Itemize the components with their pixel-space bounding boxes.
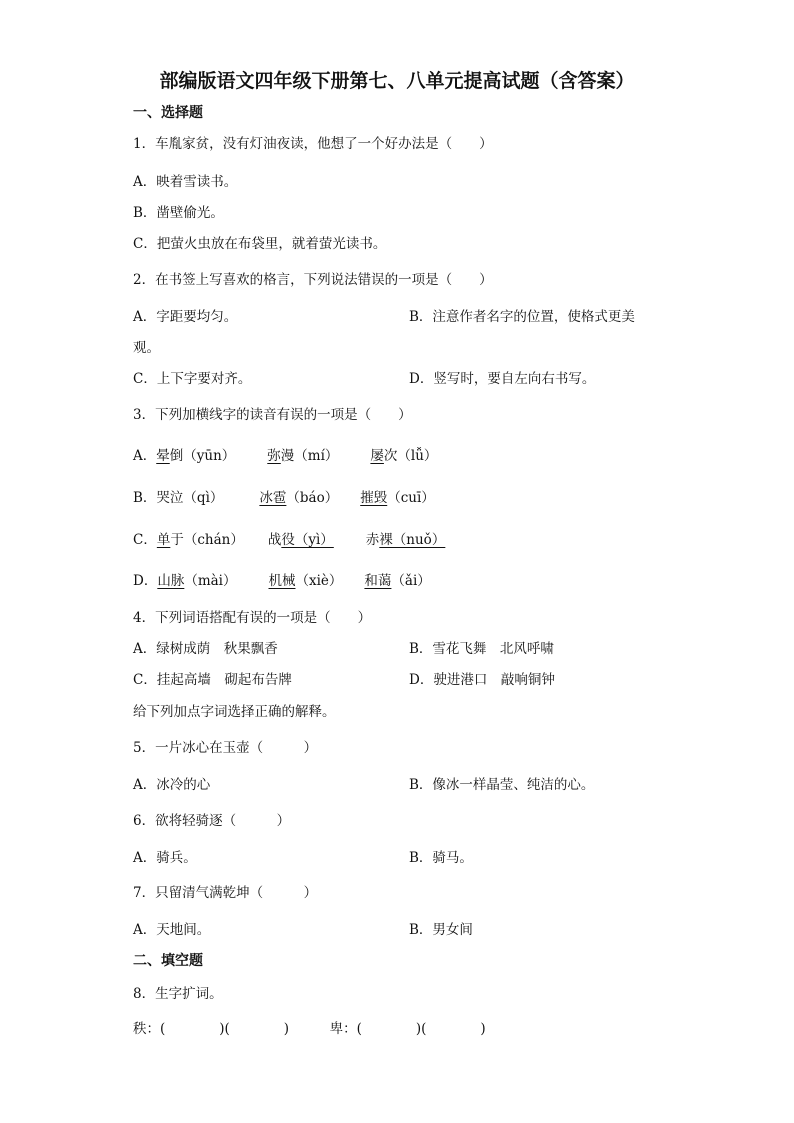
underlined-char: 山脉 <box>157 573 185 589</box>
question-5-option-a: A．冰冷的心 <box>133 777 211 793</box>
question-2-stem: 2．在书签上写喜欢的格言，下列说法错误的一项是（ ） <box>133 272 493 288</box>
question-7-stem: 7．只留清气满乾坤（ ） <box>133 885 318 901</box>
question-4-option-c: C．挂起高墙 砌起布告牌 <box>133 672 292 688</box>
underlined-char: 役（yì） <box>281 532 334 548</box>
question-8-blanks: 秩：( )( ) 卑：( )( ) <box>133 1021 486 1037</box>
question-3-option-a: A．晕倒（yūn） 弥漫（mí） 屡次（lǚ） <box>133 448 438 464</box>
question-2-option-a: A．字距要均匀。 <box>133 309 238 325</box>
question-2-option-c: C．上下字要对齐。 <box>133 371 252 387</box>
section-heading-choice: 一、选择题 <box>133 105 203 121</box>
question-3-stem: 3．下列加横线字的读音有误的一项是（ ） <box>133 407 412 423</box>
question-7-option-a: A．天地间。 <box>133 922 211 938</box>
question-6-option-b: B．骑马。 <box>409 850 473 866</box>
question-2-option-d: D．竖写时，要自左向右书写。 <box>409 371 596 387</box>
underlined-char: 机械 <box>268 573 296 589</box>
question-6-stem: 6．欲将轻骑逐（ ） <box>133 813 291 829</box>
question-4-stem: 4．下列词语搭配有误的一项是（ ） <box>133 610 372 626</box>
document-title: 部编版语文四年级下册第七、八单元提高试题（含答案） <box>159 70 635 92</box>
underlined-char: 晕 <box>156 448 170 464</box>
question-1-option-a: A．映着雪读书。 <box>133 174 238 190</box>
underlined-char: 摧毁 <box>360 490 388 506</box>
question-3-option-d: D．山脉（mài） 机械（xiè） 和蔼（ǎi） <box>133 573 431 589</box>
underlined-char: 屡 <box>370 448 384 464</box>
underlined-char: 冰雹 <box>259 490 287 506</box>
underlined-char: 裸（nuǒ） <box>379 532 446 548</box>
question-5-option-b: B．像冰一样晶莹、纯洁的心。 <box>409 777 595 793</box>
question-4-option-d: D．驶进港口 敲响铜钟 <box>409 672 555 688</box>
question-2-option-b-continued: 观。 <box>133 340 160 356</box>
question-7-option-b: B．男女间 <box>409 922 473 938</box>
question-1-option-b: B．凿壁偷光。 <box>133 205 224 221</box>
question-2-option-b: B．注意作者名字的位置，使格式更美 <box>409 309 635 325</box>
question-5-stem: 5．一片冰心在玉壶（ ） <box>133 740 318 756</box>
question-3-option-b: B．哭泣（qì） 冰雹（báo） 摧毁（cuī） <box>133 490 435 506</box>
instruction-text: 给下列加点字词选择正确的解释。 <box>133 704 336 720</box>
section-heading-fill: 二、填空题 <box>133 953 203 969</box>
question-8-stem: 8．生字扩词。 <box>133 986 223 1002</box>
question-4-option-b: B．雪花飞舞 北风呼啸 <box>409 641 554 657</box>
question-4-option-a: A．绿树成荫 秋果飘香 <box>133 641 278 657</box>
question-3-option-c: C．单于（chán） 战役（yì） 赤裸（nuǒ） <box>133 532 446 548</box>
question-6-option-a: A．骑兵。 <box>133 850 197 866</box>
underlined-char: 弥 <box>267 448 281 464</box>
underlined-char: 单 <box>156 532 171 548</box>
question-1-stem: 1．车胤家贫，没有灯油夜读，他想了一个好办法是（ ） <box>133 136 493 152</box>
question-1-option-c: C．把萤火虫放在布袋里，就着萤光读书。 <box>133 236 387 252</box>
underlined-char: 和蔼 <box>364 573 392 589</box>
